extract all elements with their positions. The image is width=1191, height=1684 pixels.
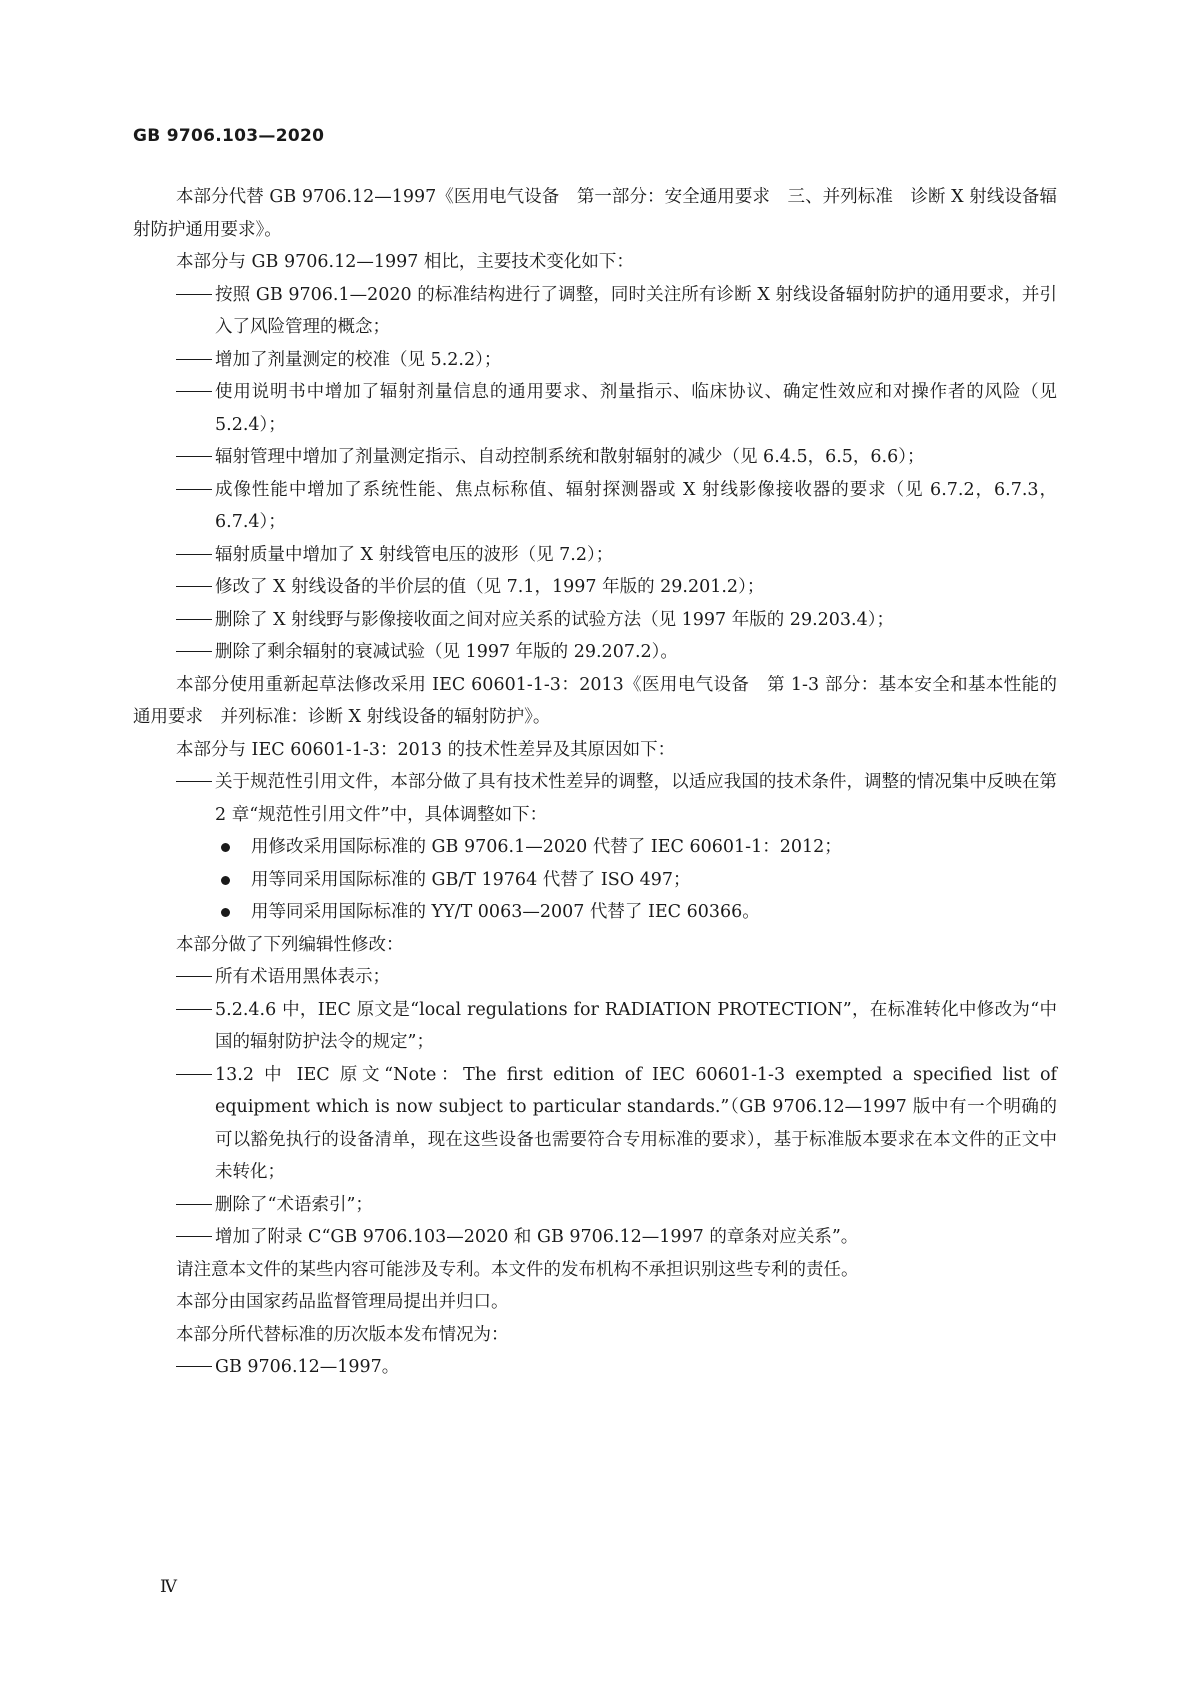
paragraph-changes-intro: 本部分与 GB 9706.12—1997 相比，主要技术变化如下： xyxy=(176,252,634,272)
document-code-header: GB 9706.103—2020 xyxy=(133,126,325,146)
paragraph-replacement: 本部分代替 GB 9706.12—1997《医用电气设备 第一部分：安全通用要求 三、并列标准 诊断 X 射线设备辐射防护通用要求》。 xyxy=(133,187,1057,240)
paragraph-iec-adoption: 本部分使用重新起草法修改采用 IEC 60601-1-3：2013《医用电气设备 第 1-3 部分：基本安全和基本性能的通用要求 并列标准：诊断 X 射线设备的辐射防护》。 xyxy=(133,674,1057,727)
dash-mark xyxy=(176,604,212,637)
dash-mark xyxy=(176,636,212,669)
paragraph-patent-notice: 请注意本文件的某些内容可能涉及专利。本文件的发布机构不承担识别这些专利的责任。 xyxy=(176,1259,859,1280)
dash-mark xyxy=(176,571,212,604)
change-item: 按照 GB 9706.1—2020 的标准结构进行了调整，同时关注所有诊断 X 射线设备辐射防护的通用要求，并引入了风险管理的概念； xyxy=(133,279,1057,344)
bullet-dot xyxy=(221,843,230,852)
foreword-body xyxy=(133,181,1057,1384)
dash-mark xyxy=(176,376,212,409)
paragraph-history-intro: 本部分所代替标准的历次版本发布情况为： xyxy=(176,1324,509,1345)
edit-item: 5.2.4.6 中，IEC 原文是“local regulations for RADIATION PROTECTION”，在标准转化中修改为“中国的辐射防护法令的规定”； xyxy=(133,994,1057,1059)
change-item: 删除了 X 射线野与影像接收面之间对应关系的试验方法（见 1997 年版的 29.203.4）； xyxy=(133,604,1057,637)
dash-mark xyxy=(176,961,212,994)
dash-mark xyxy=(176,279,212,312)
change-item: 修改了 X 射线设备的半价层的值（见 7.1，1997 年版的 29.201.2）； xyxy=(133,571,1057,604)
change-item: 辐射质量中增加了 X 射线管电压的波形（见 7.2）； xyxy=(133,539,1057,572)
page-number: Ⅳ xyxy=(160,1577,177,1597)
dash-mark xyxy=(176,441,212,474)
dash-mark xyxy=(176,474,212,507)
tech-diff-item: 关于规范性引用文件，本部分做了具有技术性差异的调整，以适应我国的技术条件，调整的情况集中反映在第 2 章“规范性引用文件”中，具体调整如下： xyxy=(133,766,1057,831)
bullet-dot xyxy=(221,908,230,917)
dash-mark xyxy=(176,344,212,377)
dash-mark xyxy=(176,1221,212,1254)
edit-item: 删除了“术语索引”； xyxy=(133,1189,1057,1222)
history-item: GB 9706.12—1997。 xyxy=(133,1351,1057,1384)
bullet-item: 用等同采用国际标准的 YY/T 0063—2007 代替了 IEC 60366。 xyxy=(133,896,1057,929)
dash-mark xyxy=(176,766,212,799)
change-item: 使用说明书中增加了辐射剂量信息的通用要求、剂量指示、临床协议、确定性效应和对操作者的风险（见 5.2.4）； xyxy=(133,376,1057,441)
paragraph-tech-diff-intro: 本部分与 IEC 60601-1-3：2013 的技术性差异及其原因如下： xyxy=(176,739,676,760)
change-item: 辐射管理中增加了剂量测定指示、自动控制系统和散射辐射的减少（见 6.4.5，6.5，6.6）； xyxy=(133,441,1057,474)
edit-item: 增加了附录 C“GB 9706.103—2020 和 GB 9706.12—1997 的章条对应关系”。 xyxy=(133,1221,1057,1254)
paragraph-edits-intro: 本部分做了下列编辑性修改： xyxy=(176,934,404,955)
dash-mark xyxy=(176,994,212,1027)
bullet-dot xyxy=(221,876,230,885)
dash-mark xyxy=(176,539,212,572)
edit-item: 所有术语用黑体表示； xyxy=(133,961,1057,994)
dash-mark xyxy=(176,1189,212,1222)
change-item: 删除了剩余辐射的衰减试验（见 1997 年版的 29.207.2）。 xyxy=(133,636,1057,669)
bullet-item: 用修改采用国际标准的 GB 9706.1—2020 代替了 IEC 60601-1：2012； xyxy=(133,831,1057,864)
paragraph-proposer: 本部分由国家药品监督管理局提出并归口。 xyxy=(176,1292,509,1312)
dash-mark xyxy=(176,1059,212,1092)
edit-item: 13.2 中 IEC 原文“Note：The first edition of IEC 60601-1-3 exempted a specified list of equipment which is now subject to particular standards.”（GB 9706.12—1997 版中有一个明确的可以豁免执行的设备清单，现在这些设备也需要符合专用标准的要求），基于标准版本要求在本文件的正文中未转化； xyxy=(133,1059,1057,1189)
change-item: 成像性能中增加了系统性能、焦点标称值、辐射探测器或 X 射线影像接收器的要求（见 6.7.2，6.7.3，6.7.4）； xyxy=(133,474,1057,539)
change-item: 增加了剂量测定的校准（见 5.2.2）； xyxy=(133,344,1057,377)
bullet-item: 用等同采用国际标准的 GB/T 19764 代替了 ISO 497； xyxy=(133,864,1057,897)
dash-mark xyxy=(176,1351,212,1384)
